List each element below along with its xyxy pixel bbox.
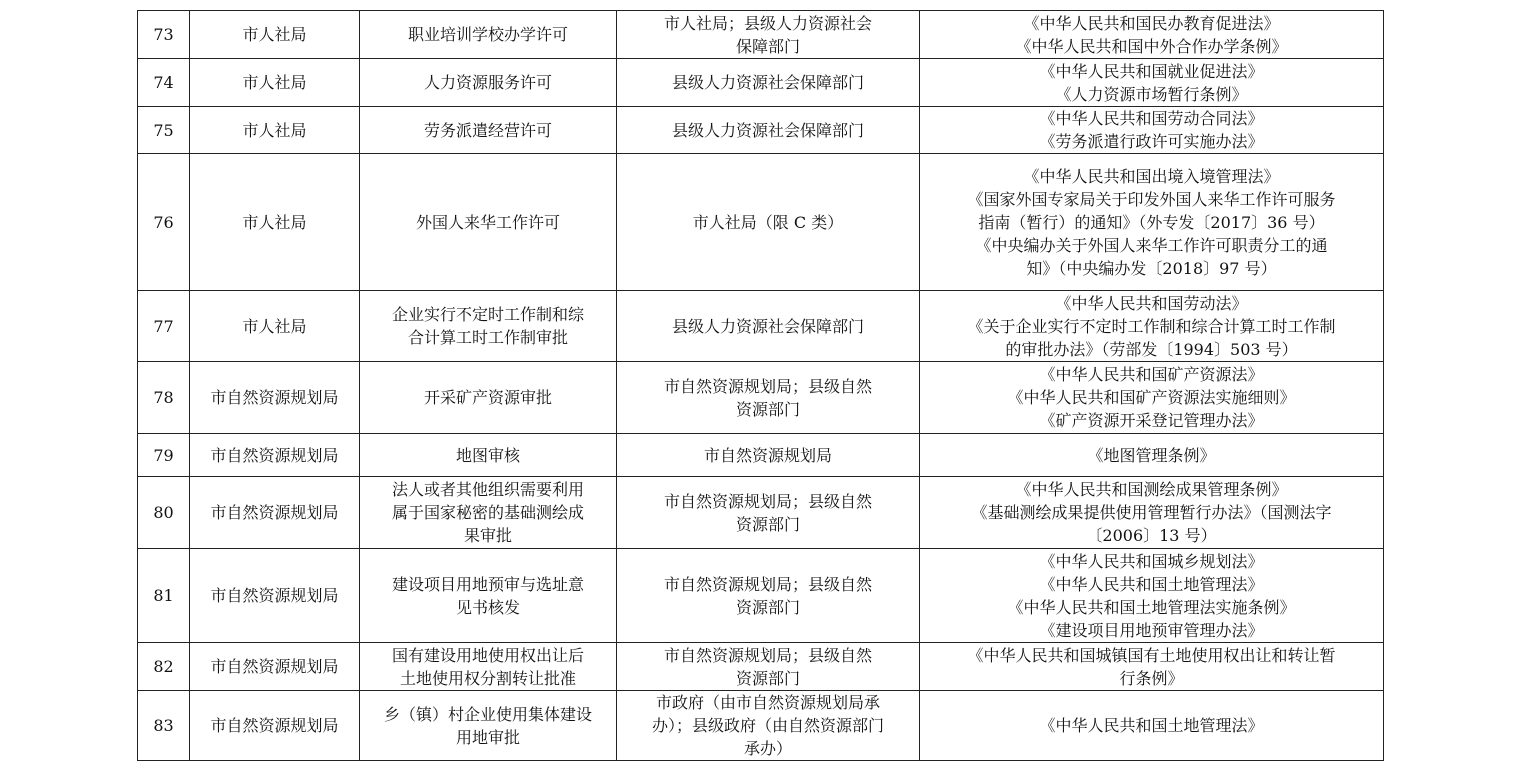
legal-basis-cell-line: 《中华人民共和国矿产资源法实施细则》 [1007,388,1296,407]
approval-item-cell-line: 用地审批 [455,727,520,747]
implementing-body-cell [617,477,920,549]
approval-item-cell [360,11,617,59]
approval-item-cell-line: 法人或者其他组织需要利用 [391,480,584,499]
implementing-body-cell-line: 县级人力资源社会保障部门 [671,316,864,336]
department-cell: 市人社局 [190,291,360,362]
approval-item-cell [360,107,617,154]
row-number-cell: 80 [138,477,190,549]
legal-basis-cell [920,107,1384,154]
table-row [138,477,1384,549]
department-cell: 市人社局 [190,107,360,154]
table-row [138,691,1384,761]
legal-basis-cell-line: 《中华人民共和国城镇国有土地使用权出让和转让暂 [967,645,1336,665]
legal-basis-cell-line: 《中华人民共和国土地管理法实施条例》 [1007,597,1296,617]
approval-item-cell-line: 地图审核 [455,445,520,465]
row-number-cell: 74 [138,59,190,107]
implementing-body-cell-line: 资源部门 [735,597,800,617]
approval-item-cell [360,549,617,643]
approval-item-cell-line: 职业培训学校办学许可 [407,25,568,44]
approval-item-cell-line: 人力资源服务许可 [423,73,552,92]
approval-item-cell [360,154,617,291]
legal-basis-cell-line: 《劳务派遣行政许可实施办法》 [1039,132,1264,151]
implementing-body-cell-line: 市人社局；县级人力资源社会 [663,13,872,33]
legal-basis-cell-line: 《中央编办关于外国人来华工作许可职责分工的通 [975,235,1328,255]
legal-basis-cell-line: 指南（暂行）的通知》（外专发〔2017〕36 号） [978,212,1325,232]
legal-basis-cell [920,362,1384,434]
approval-item-cell-line: 企业实行不定时工作制和综 [391,305,584,324]
legal-basis-cell-line: 《中华人民共和国民办教育促进法》 [1023,13,1280,33]
department-cell: 市人社局 [190,59,360,107]
implementing-body-cell-line: 市自然资源规划局；县级自然 [663,574,872,594]
row-number-cell: 76 [138,154,190,291]
implementing-body-cell [617,549,920,643]
department-cell: 市自然资源规划局 [190,691,360,761]
table-row [138,154,1384,291]
implementing-body-cell-line: 市自然资源规划局；县级自然 [663,645,872,665]
legal-basis-cell-line: 《中华人民共和国中外合作办学条例》 [1015,36,1288,56]
department-cell: 市人社局 [190,154,360,291]
legal-basis-cell-line: 《中华人民共和国矿产资源法》 [1039,365,1264,384]
legal-basis-cell [920,291,1384,362]
legal-basis-cell-line: 《基础测绘成果提供使用管理暂行办法》（国测法字 [971,503,1332,522]
implementing-body-cell [617,434,920,477]
department-cell: 市自然资源规划局 [190,434,360,477]
implementing-body-cell-line: 市自然资源规划局；县级自然 [663,491,872,511]
legal-basis-cell-line: 《关于企业实行不定时工作制和综合计算工时工作制 [967,316,1336,336]
approval-items-table [137,10,1384,761]
implementing-body-cell-line: 县级人力资源社会保障部门 [671,73,864,92]
row-number-cell: 77 [138,291,190,362]
implementing-body-cell [617,11,920,59]
implementing-body-cell-line: 资源部门 [735,668,800,688]
legal-basis-cell-line: 《中华人民共和国土地管理法》 [1039,574,1264,594]
legal-basis-cell-line: 《人力资源市场暂行条例》 [1055,84,1248,104]
implementing-body-cell [617,59,920,107]
approval-item-cell [360,643,617,691]
table-body [138,11,1384,761]
approval-item-cell [360,59,617,107]
approval-item-cell-line: 国有建设用地使用权出让后 [391,645,584,665]
row-number-cell: 82 [138,643,190,691]
legal-basis-cell-line: 《地图管理条例》 [1087,445,1216,465]
implementing-body-cell-line: 市人社局（限 C 类） [692,212,844,232]
approval-item-cell [360,477,617,549]
legal-basis-cell [920,691,1384,761]
department-cell: 市人社局 [190,11,360,59]
legal-basis-cell-line: 《中华人民共和国土地管理法》 [1039,716,1264,735]
approval-item-cell-line: 外国人来华工作许可 [415,212,560,232]
legal-basis-cell [920,643,1384,691]
department-cell: 市自然资源规划局 [190,362,360,434]
approval-item-cell [360,362,617,434]
legal-basis-cell-line: 行条例》 [1119,668,1184,688]
implementing-body-cell-line: 办）；县级政府（由自然资源部门 [651,716,884,735]
row-number-cell: 81 [138,549,190,643]
table-row [138,11,1384,59]
legal-basis-cell-line: 《中华人民共和国就业促进法》 [1039,61,1264,81]
department-cell: 市自然资源规划局 [190,549,360,643]
implementing-body-cell-line: 资源部门 [735,399,800,419]
approval-item-cell-line: 建设项目用地预审与选址意 [391,574,584,594]
row-number-cell: 73 [138,11,190,59]
approval-item-cell [360,291,617,362]
legal-basis-cell [920,549,1384,643]
implementing-body-cell-line: 市自然资源规划局 [703,445,832,465]
row-number-cell: 78 [138,362,190,434]
table-row [138,107,1384,154]
row-number-cell: 83 [138,691,190,761]
implementing-body-cell [617,107,920,154]
implementing-body-cell-line: 市政府（由市自然资源规划局承 [655,693,880,712]
legal-basis-cell [920,434,1384,477]
legal-basis-cell-line: 《中华人民共和国出境入境管理法》 [1023,166,1280,186]
approval-item-cell-line: 劳务派遣经营许可 [423,120,552,140]
table-row [138,643,1384,691]
implementing-body-cell-line: 保障部门 [735,36,800,56]
legal-basis-cell-line: 《中华人民共和国城乡规划法》 [1039,551,1264,571]
implementing-body-cell [617,291,920,362]
legal-basis-cell-line: 知》（中央编办发〔2018〕97 号） [1026,258,1277,278]
legal-basis-cell [920,154,1384,291]
table-row [138,549,1384,643]
implementing-body-cell [617,691,920,761]
department-cell: 市自然资源规划局 [190,643,360,691]
implementing-body-cell-line: 资源部门 [735,514,800,534]
implementing-body-cell-line: 市自然资源规划局；县级自然 [663,376,872,396]
approval-item-cell-line: 土地使用权分割转让批准 [399,668,576,688]
implementing-body-cell [617,362,920,434]
approval-item-cell [360,434,617,477]
implementing-body-cell-line: 承办） [743,739,792,758]
implementing-body-cell-line: 县级人力资源社会保障部门 [671,120,864,140]
legal-basis-cell-line: 《矿产资源开采登记管理办法》 [1039,411,1264,430]
table-row [138,59,1384,107]
implementing-body-cell [617,643,920,691]
legal-basis-cell-line: 《中华人民共和国劳动合同法》 [1039,109,1264,128]
department-cell: 市自然资源规划局 [190,477,360,549]
legal-basis-cell-line: 《中华人民共和国劳动法》 [1055,293,1248,313]
approval-item-cell-line: 属于国家秘密的基础测绘成 [391,503,584,522]
legal-basis-cell [920,59,1384,107]
legal-basis-cell-line: 《中华人民共和国测绘成果管理条例》 [1015,480,1288,499]
legal-basis-cell-line: 〔2006〕13 号） [1086,526,1217,545]
approval-item-cell-line: 果审批 [463,526,512,545]
approval-item-cell-line: 开采矿产资源审批 [423,388,552,407]
legal-basis-cell-line: 的审批办法》（劳部发〔1994〕503 号） [1005,339,1298,359]
row-number-cell: 79 [138,434,190,477]
row-number-cell: 75 [138,107,190,154]
table-row [138,291,1384,362]
legal-basis-cell [920,477,1384,549]
approval-item-cell [360,691,617,761]
legal-basis-cell-line: 《建设项目用地预审管理办法》 [1039,620,1264,640]
legal-basis-cell [920,11,1384,59]
approval-item-cell-line: 乡（镇）村企业使用集体建设 [383,704,592,724]
approval-item-cell-line: 合计算工时工作制审批 [407,328,568,347]
approval-item-cell-line: 见书核发 [455,597,520,617]
table-row [138,362,1384,434]
table-row [138,434,1384,477]
implementing-body-cell [617,154,920,291]
legal-basis-cell-line: 《国家外国专家局关于印发外国人来华工作许可服务 [967,189,1336,209]
